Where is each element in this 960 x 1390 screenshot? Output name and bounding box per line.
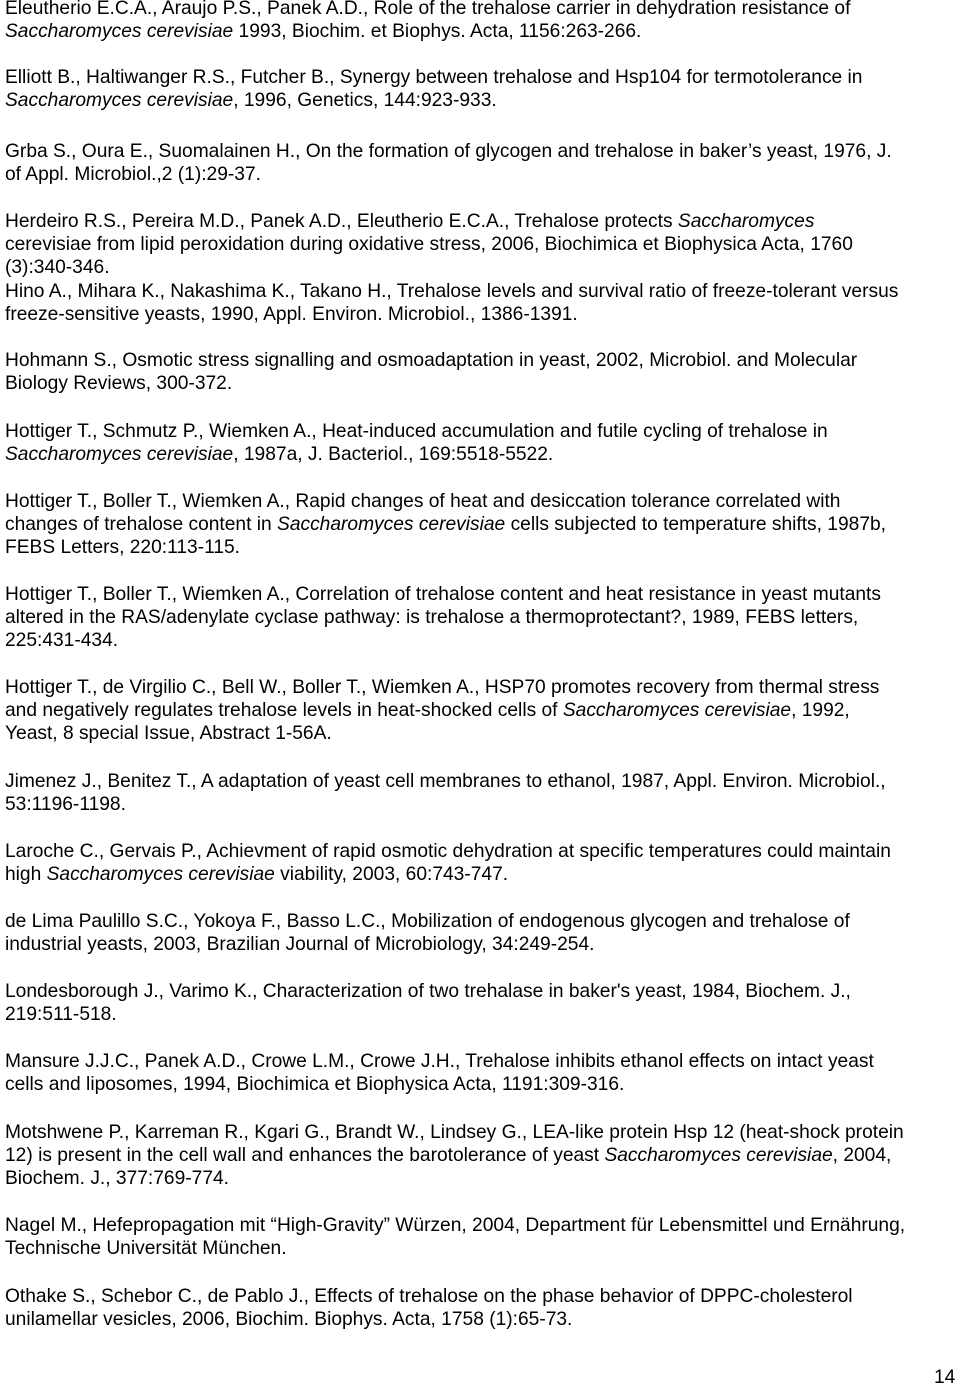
- reference-line: [5, 840, 891, 863]
- reference-line: [5, 699, 879, 722]
- reference-entry: [5, 420, 828, 466]
- reference-text: FEBS Letters, 220:113-115.: [5, 537, 241, 559]
- reference-text: , 1996, Genetics, 144:923-933.: [233, 90, 497, 112]
- reference-text: 219:511-518.: [5, 1004, 117, 1026]
- reference-line: [5, 1003, 851, 1026]
- reference-line: [5, 583, 881, 606]
- reference-line: [5, 1144, 904, 1167]
- reference-line: [5, 980, 851, 1003]
- reference-line: [5, 676, 879, 699]
- reference-line: [5, 793, 886, 816]
- reference-text: 12) is present in the cell wall and enhances the barotolerance of yeast: [5, 1145, 605, 1167]
- reference-line: [5, 0, 850, 20]
- reference-text: Londesborough J., Varimo K., Characterization of two trehalase in baker's yeast, 1984, Biochem. J.,: [5, 981, 851, 1002]
- reference-line: [5, 233, 853, 256]
- reference-line: [5, 89, 862, 112]
- page-number: 14: [934, 1367, 956, 1388]
- species-name: Saccharomyces: [677, 211, 815, 232]
- species-name: Saccharomyces cerevisiae: [562, 700, 792, 722]
- reference-text: cerevisiae from lipid peroxidation during oxidative stress, 2006, Biochimica et Biophysica Acta, 1760: [5, 234, 853, 256]
- reference-text: Biology Reviews, 300-372.: [5, 373, 233, 395]
- reference-text: changes of trehalose content in: [5, 514, 278, 536]
- reference-line: [5, 629, 881, 652]
- reference-text: industrial yeasts, 2003, Brazilian Journal of Microbiology, 34:249-254.: [5, 934, 595, 956]
- reference-text: Grba S., Oura E., Suomalainen H., On the formation of glycogen and trehalose in baker’s yeast, 1976, J.: [5, 141, 892, 162]
- reference-entry: [5, 1214, 905, 1260]
- reference-entry: [5, 280, 898, 326]
- reference-text: Hottiger T., de Virgilio C., Bell W., Boller T., Wiemken A., HSP70 promotes recovery from thermal stress: [5, 677, 880, 698]
- reference-line: [5, 210, 853, 233]
- reference-text: Motshwene P., Karreman R., Kgari G., Brandt W., Lindsey G., LEA-like protein Hsp 12 (heat-shock protein: [5, 1122, 904, 1143]
- reference-text: of Appl. Microbiol.,2 (1):29-37.: [5, 164, 261, 186]
- reference-text: Elliott B., Haltiwanger R.S., Futcher B., Synergy between trehalose and Hsp104 for termotolerance in: [5, 67, 863, 88]
- reference-entry: [5, 1050, 874, 1096]
- reference-text: , 1992,: [791, 700, 850, 722]
- reference-entry: [5, 980, 851, 1026]
- reference-text: unilamellar vesicles, 2006, Biochim. Biophys. Acta, 1758 (1):65-73.: [5, 1309, 573, 1331]
- reference-line: [5, 66, 862, 89]
- reference-line: [5, 1050, 874, 1073]
- reference-text: cells subjected to temperature shifts, 1987b,: [505, 514, 886, 536]
- reference-text: Hottiger T., Schmutz P., Wiemken A., Heat-induced accumulation and futile cycling of trehalose in: [5, 421, 828, 442]
- reference-text: Hohmann S., Osmotic stress signalling and osmoadaptation in yeast, 2002, Microbiol. and Molecular: [5, 350, 858, 371]
- reference-entry: [5, 349, 857, 395]
- reference-text: de Lima Paulillo S.C., Yokoya F., Basso L.C., Mobilization of endogenous glycogen and trehalose of: [5, 911, 850, 932]
- species-name: Saccharomyces cerevisiae: [5, 21, 234, 43]
- reference-entry: [5, 770, 886, 816]
- reference-text: 53:1196-1198.: [5, 794, 126, 816]
- reference-text: , 2004,: [832, 1145, 892, 1167]
- reference-line: [5, 20, 850, 43]
- reference-line: [5, 722, 879, 745]
- reference-entry: [5, 0, 850, 43]
- reference-line: [5, 1285, 853, 1308]
- reference-line: [5, 490, 886, 513]
- reference-entry: [5, 840, 891, 886]
- reference-text: cells and liposomes, 1994, Biochimica et Biophysica Acta, 1191:309-316.: [5, 1074, 625, 1096]
- reference-line: [5, 443, 828, 466]
- reference-line: [5, 1214, 905, 1237]
- reference-text: Othake S., Schebor C., de Pablo J., Effects of trehalose on the phase behavior of DPPC-cholesterol: [5, 1286, 853, 1307]
- reference-line: [5, 770, 886, 793]
- reference-text: high: [5, 864, 47, 886]
- reference-text: Jimenez J., Benitez T., A adaptation of yeast cell membranes to ethanol, 1987, Appl. Environ. Microbiol.,: [5, 771, 886, 792]
- reference-line: [5, 163, 892, 186]
- reference-text: 225:431-434.: [5, 630, 119, 652]
- reference-text: Mansure J.J.C., Panek A.D., Crowe L.M., Crowe J.H., Trehalose inhibits ethanol effects on intact yeast: [5, 1051, 874, 1072]
- reference-text: (3):340-346.: [5, 257, 110, 279]
- reference-line: [5, 280, 898, 303]
- reference-text: Technische Universität München.: [5, 1238, 287, 1260]
- reference-entry: [5, 1285, 853, 1331]
- reference-text: Eleutherio E.C.A., Araujo P.S., Panek A.D., Role of the trehalose carrier in dehydration resistance of: [5, 0, 851, 19]
- species-name: Saccharomyces cerevisiae: [5, 90, 234, 112]
- reference-text: 1993, Biochim. et Biophys. Acta, 1156:263-266.: [233, 21, 642, 43]
- reference-text: Hottiger T., Boller T., Wiemken A., Correlation of trehalose content and heat resistance in yeast mutants: [5, 584, 881, 605]
- reference-line: [5, 933, 850, 956]
- reference-entry: [5, 140, 892, 186]
- reference-line: [5, 1121, 904, 1144]
- reference-entry: [5, 583, 881, 653]
- reference-line: [5, 1237, 905, 1260]
- reference-line: [5, 606, 881, 629]
- reference-entry: [5, 66, 862, 112]
- reference-text: and negatively regulates trehalose levels in heat-shocked cells of: [5, 700, 563, 722]
- species-name: Saccharomyces cerevisiae: [46, 864, 275, 886]
- reference-line: [5, 863, 891, 886]
- reference-entry: [5, 490, 886, 560]
- reference-text: Herdeiro R.S., Pereira M.D., Panek A.D., Eleutherio E.C.A., Trehalose protects: [5, 211, 678, 232]
- reference-text: viability, 2003, 60:743-747.: [274, 864, 509, 886]
- reference-line: [5, 1308, 853, 1331]
- reference-line: [5, 1073, 874, 1096]
- reference-line: [5, 513, 886, 536]
- reference-line: [5, 420, 828, 443]
- reference-text: freeze-sensitive yeasts, 1990, Appl. Environ. Microbiol., 1386-1391.: [5, 304, 578, 326]
- reference-line: [5, 256, 853, 279]
- reference-line: [5, 1167, 904, 1190]
- reference-text: Hino A., Mihara K., Nakashima K., Takano H., Trehalose levels and survival ratio of freeze-tolerant versus: [5, 281, 899, 302]
- reference-text: Biochem. J., 377:769-774.: [5, 1168, 229, 1190]
- species-name: Saccharomyces cerevisiae: [5, 444, 234, 466]
- reference-line: [5, 140, 892, 163]
- reference-text: altered in the RAS/adenylate cyclase pathway: is trehalose a thermoprotectant?, 1989, FEBS letters,: [5, 607, 859, 629]
- reference-line: [5, 303, 898, 326]
- species-name: Saccharomyces cerevisiae: [604, 1145, 833, 1167]
- reference-line: [5, 372, 857, 395]
- reference-entry: [5, 1121, 904, 1191]
- reference-text: Nagel M., Hefepropagation mit “High-Gravity” Würzen, 2004, Department für Lebensmittel und Ernährung,: [5, 1215, 906, 1236]
- reference-line: [5, 536, 886, 559]
- reference-text: Yeast, 8 special Issue, Abstract 1-56A.: [5, 723, 332, 745]
- species-name: Saccharomyces cerevisiae: [277, 514, 506, 536]
- reference-entry: [5, 910, 850, 956]
- reference-line: [5, 349, 857, 372]
- reference-entry: [5, 210, 853, 280]
- reference-text: Hottiger T., Boller T., Wiemken A., Rapid changes of heat and desiccation tolerance correlated with: [5, 491, 841, 512]
- reference-text: , 1987a, J. Bacteriol., 169:5518-5522.: [233, 444, 554, 466]
- reference-line: [5, 910, 850, 933]
- reference-entry: [5, 676, 879, 746]
- reference-text: Laroche C., Gervais P., Achievment of rapid osmotic dehydration at specific temperatures could maintain: [5, 841, 891, 862]
